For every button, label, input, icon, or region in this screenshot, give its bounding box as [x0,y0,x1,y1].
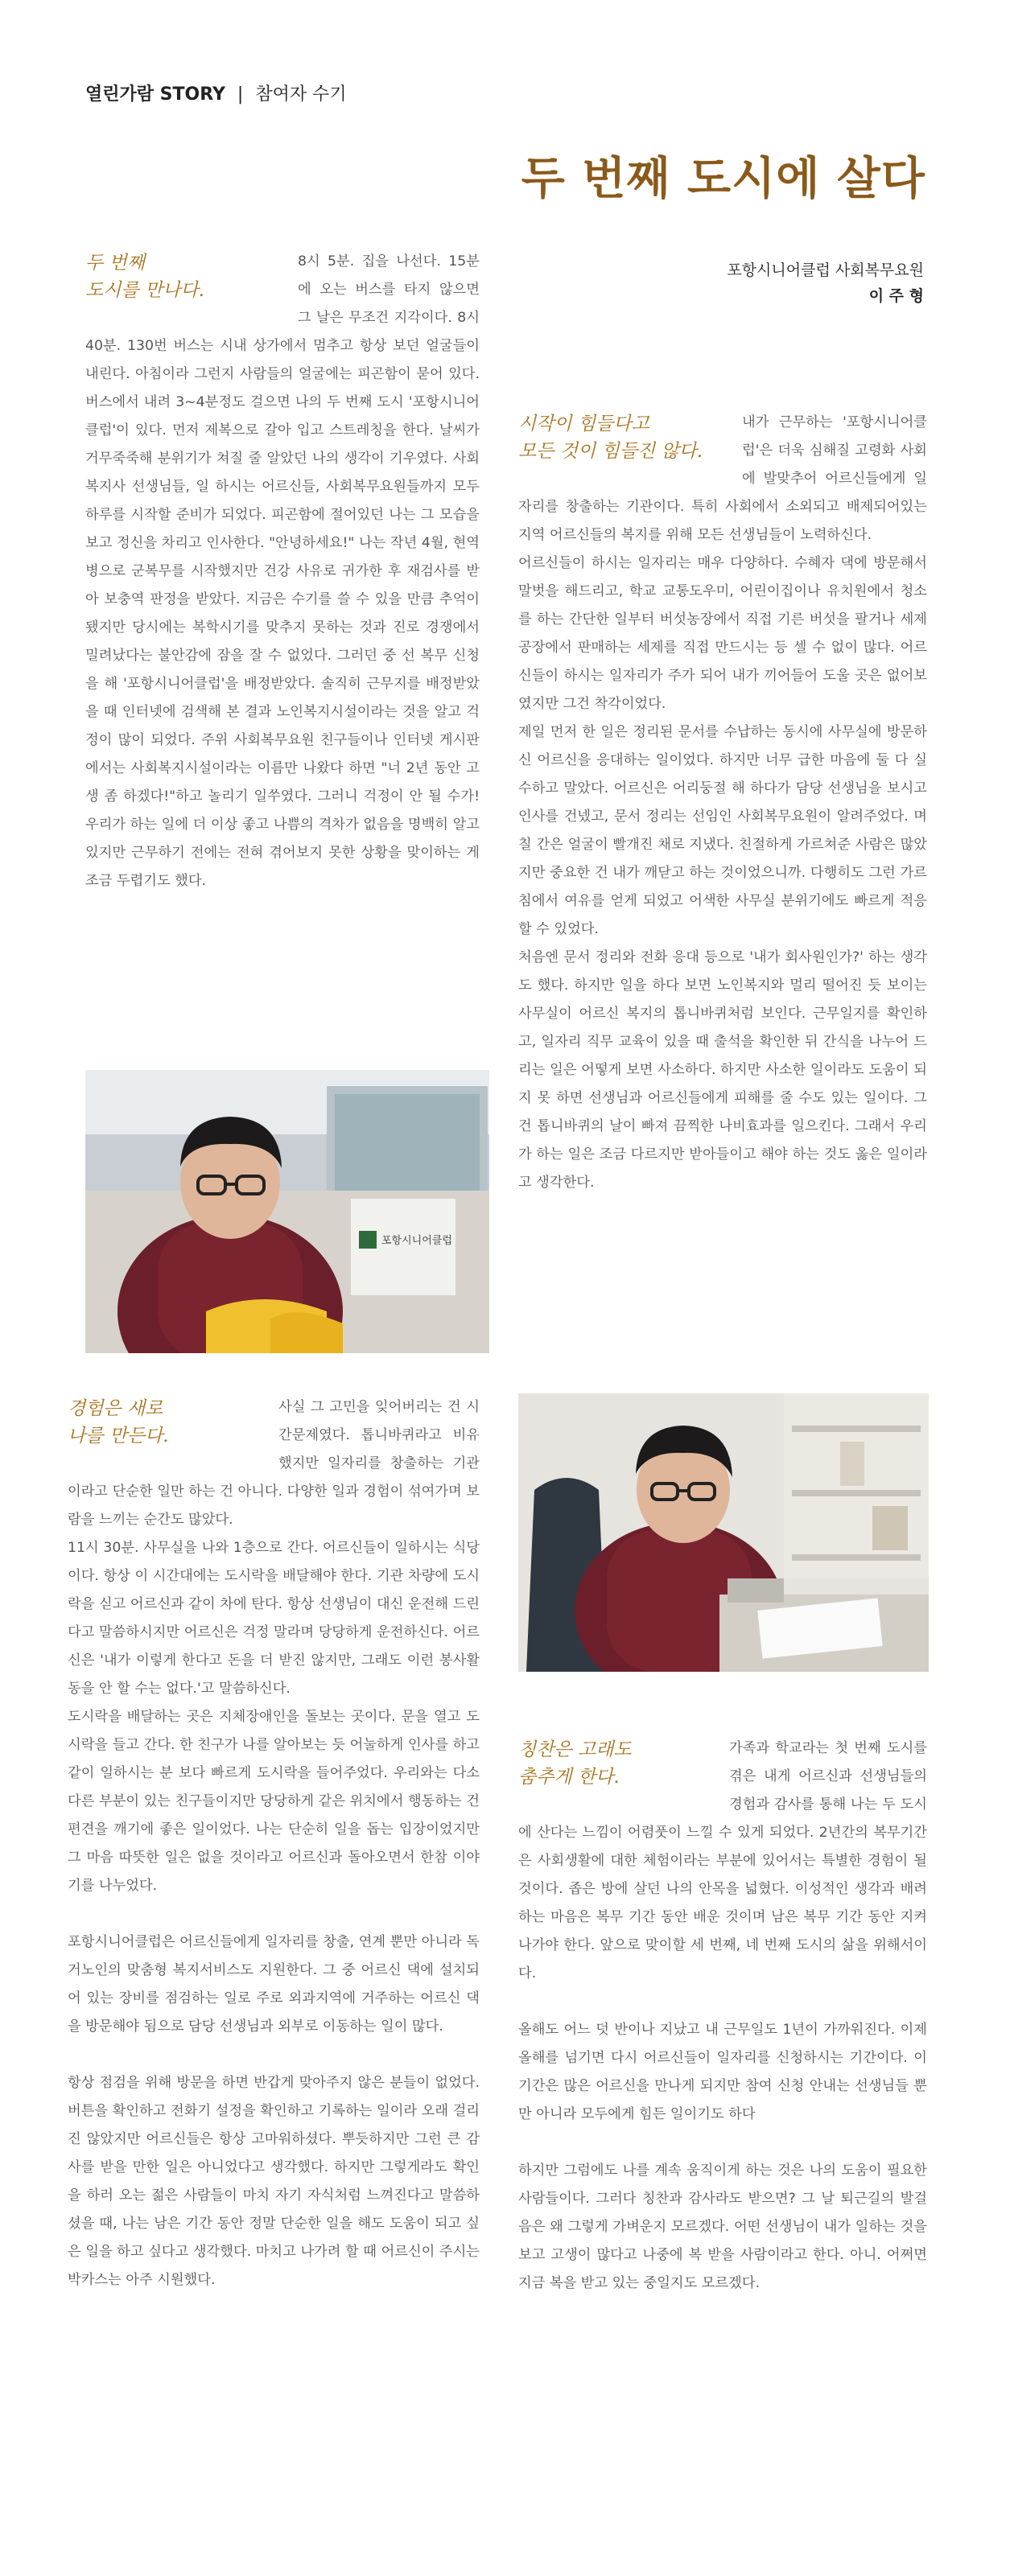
photo-author-desk [85,1070,489,1353]
section-2-subtitle-line2: 모든 것이 힘들진 않다. [518,441,703,462]
section-2-subtitle [518,410,723,465]
section-3-paragraph: 11시 30분. 사무실을 나와 1층으로 간다. 어르신들이 일하시는 식당이다. 항상 이 시간대에는 도시락을 배달해야 한다. 기관 차량에 도시락을 싣고 어르신과 같이 차에 탄다. 항상 선생님이 대신 운전해 드린다고 말씀하시지만 어르신은 걱정 말라며 당당하게 운전하신다. 어르신은 '내가 이렇게 한다고 돈을 더 받진 않지만, 그래도 이런 봉사활동을 안 할 수는 없다.'고 말씀하신다. [68,1540,480,1697]
section-1-subtitle-line1: 두 번째 [85,253,145,274]
paragraph-gap [518,2129,927,2157]
section-3-paragraph: 포항시니어클럽은 어르신들에게 일자리를 창출, 연계 뿐만 아니라 독거노인의 맞춤형 복지서비스도 지원한다. 그 중 어르신 댁에 설치되어 있는 장비를 점검하는 일로 주로 외과지역에 거주하는 어르신 댁을 방문해야 됨으로 담당 선생님과 외부로 이동하는 일이 많다. [68,1934,480,2035]
section-2 [518,409,927,1197]
section-3-paragraph: 도시락을 배달하는 곳은 지체장애인을 돌보는 곳이다. 문을 열고 도시락을 들고 간다. 한 친구가 나를 알아보는 듯 어눌하게 인사를 하고 같이 일하시는 분 보다 빠르게 도시락을 들어주었다. 우리와는 다소 다른 부분이 있는 친구들이지만 당당하게 같은 위치에서 행동하는 건 편견을 깨기에 좋은 일이었다. 나는 단순히 일을 돕는 입장이었지만 그 마음 따뜻한 일은 없을 것이라고 어르신과 돌아오면서 한참 이야기를 나누었다. [68,1709,480,1894]
section-3-subtitle [68,1395,259,1450]
section-1-subtitle [85,249,278,304]
author-block [727,257,924,309]
section-3 [68,1393,480,2294]
author-affiliation: 포항시니어클럽 사회복무요원 [727,261,924,279]
section-1-paragraph: 8시 5분. 집을 나선다. 15분에 오는 버스를 타지 않으면 그 날은 무조건 지각이다. 8시 40분. 130번 버스는 시내 상가에서 멈추고 항상 보던 얼굴들이 내린다. 아침이라 그런지 사람들의 얼굴에는 피곤함이 묻어 있다. 버스에서 내려 3~4분정도 걸으면 나의 두 번째 도시 '포항시니어클럽'이 있다. 먼저 제복으로 갈아 입고 스트레칭을 한다. 날씨가 거무죽죽해 분위기가 쳐질 줄 알았던 나의 생각이 기우였다. 사회복지사 선생님들, 일 하시는 어르신들, 사회복무요원들까지 모두 하루를 시작할 준비가 되었다. 피곤함에 절어있던 나는 그 모습을 보고 정신을 차리고 인사한다. "안녕하세요!" 나는 작년 4월, 현역병으로 군복무를 시작했지만 건강 사유로 귀가한 후 재검사를 받아 보충역 판정을 받았다. 지금은 수기를 쓸 수 있을 만큼 추억이 됐지만 당시에는 복학시기를 맞추지 못하는 것과 진로 경쟁에서 밀려났다는 불안감에 잠을 잘 수 없었다. 그러던 중 선 복무 신청을 해 '포항시니어클럽'을 배정받았다. 솔직히 근무지를 배정받았을 때 인터넷에 검색해 본 결과 노인복지시설이라는 것을 알고 걱정이 많이 되었다. 주위 사회복무요원 친구들이나 인터넷 게시판에서는 사회복지시설이라는 이름만 나왔다 하면 "너 2년 동안 고생 좀 하겠다!"하고 놀리기 일쑤였다. 그러니 걱정이 안 될 수가! 우리가 하는 일에 더 이상 좋고 나쁨의 격차가 없음을 명백히 알고 있지만 근무하기 전에는 전혀 겪어보지 못한 상황을 맞이하는 게 조금 두렵기도 했다. [85,253,480,889]
section-4-paragraph: 올해도 어느 덧 반이나 지났고 내 근무일도 1년이 가까워진다. 이제 올해를 넘기면 다시 어르신들이 일자리를 신청하시는 기간이다. 이 기간은 많은 어르신을 만나게 되지만 참여 신청 안내는 선생님들 뿐만 아니라 모두에게 힘든 일이기도 하다 [518,2022,927,2122]
section-1 [85,248,480,895]
paragraph-gap [518,1988,927,2016]
section-3-paragraph: 사실 그 고민을 잊어버리는 건 시간문제였다. 톱니바퀴라고 비유했지만 일자리를 창출하는 기관이라고 단순한 일만 하는 건 아니다. 다양한 일과 경험이 섞여가며 보람을 느끼는 순간도 많았다. [68,1399,480,1528]
photo-2-illustration [518,1393,929,1672]
section-2-subtitle-line1: 시작이 힘들다고 [518,414,649,434]
section-4-paragraph: 하지만 그럼에도 나를 계속 움직이게 하는 것은 나의 도움이 필요한 사람들이다. 그러다 칭찬과 감사라도 받으면? 그 날 퇴근길의 발걸음은 왜 그렇게 가벼운지 모르겠다. 어떤 선생님이 내가 일하는 것을 보고 고생이 많다고 나중에 복 받을 사람이라고 한다. 아니. 어쩌면 지금 복을 받고 있는 중일지도 모르겠다. [518,2162,927,2291]
section-3-subtitle-line2: 나를 만든다. [68,1426,169,1446]
section-2-paragraph: 내가 근무하는 '포항시니어클럽'은 더욱 심해질 고령화 사회에 발맞추어 어르신들에게 일자리를 창출하는 기관이다. 특히 사회에서 소외되고 배제되어있는 지역 어르신들의 복지를 위해 모든 선생님들이 노력하신다. [518,414,927,543]
section-2-paragraph: 처음엔 문서 정리와 전화 응대 등으로 '내가 회사원인가?' 하는 생각도 했다. 하지만 일을 하다 보면 노인복지와 멀리 떨어진 듯 보이는 사무실이 어르신 복지의 톱니바퀴처럼 보인다. 근무일지를 확인하고, 일자리 직무 교육이 있을 때 출석을 확인한 뒤 간식을 나누어 드리는 일은 어떻게 보면 사소하다. 하지만 사소한 일이라도 도움이 되지 못 하면 선생님과 어르신들에게 피해를 줄 수도 있는 일이다. 그건 톱니바퀴의 날이 빠져 끔찍한 나비효과를 일으킨다. 그래서 우리가 하는 일은 조금 다르지만 받아들이고 해야 하는 것도 옳은 일이라고 생각한다. [518,949,927,1191]
section-3-paragraph: 항상 점검을 위해 방문을 하면 반갑게 맞아주지 않은 분들이 없었다. 버튼을 확인하고 전화기 설정을 확인하고 기록하는 일이라 오래 걸리진 않았지만 어르신들은 항상 고마워하셨다. 뿌듯하지만 그런 큰 감사를 받을 만한 일은 아니었다고 생각했다. 하지만 그렇게라도 확인을 하러 오는 젊은 사람들이 마치 자기 자식처럼 느껴진다고 말씀하셨을 때, 나는 남은 기간 동안 정말 단순한 일을 해도 도움이 되고 싶은 일을 하고 싶다고 생각했다. 마치고 나가려 할 때 어르신이 주시는 박카스는 아주 시원했다. [68,2075,480,2288]
photo-1-illustration [85,1070,489,1353]
photo-1-sign-text: 포항시니어클럽 [381,1235,452,1247]
section-1-subtitle-line2: 도시를 만나다. [85,280,204,301]
section-4-subtitle-line2: 춤추게 한다. [518,1767,620,1788]
author-name: 이 주 형 [868,287,924,305]
article-title: 두 번째 도시에 살다 [521,153,925,205]
photo-author-writing [518,1393,929,1672]
section-3-subtitle-line1: 경험은 새로 [68,1398,163,1419]
section-2-paragraph: 어르신들이 하시는 일자리는 매우 다양하다. 수혜자 댁에 방문해서 말벗을 해드리고, 학교 교통도우미, 어린이집이나 유치원에서 청소를 하는 간단한 일부터 버섯농장에서 직접 기른 버섯을 팔거나 세제공장에서 판매하는 세제를 직접 만드시는 등 셀 수 없이 많다. 어르신들이 하시는 일자리가 주가 되어 내가 끼어들어 도울 곳은 없어보였지만 그건 착각이었다. [518,555,927,712]
section-4-paragraph: 가족과 학교라는 첫 번째 도시를 겪은 내게 어르신과 선생님들의 경험과 감사를 통해 나는 두 도시에 산다는 느낌이 어렴풋이 느낄 수 있게 되었다. 2년간의 복무기간은 사회생활에 대한 체험이라는 부분에 있어서는 특별한 경험이 될 것이다. 좁은 방에 살던 나의 안목을 넓혔다. 이성적인 생각과 배려하는 마음은 복무 기간 동안 배운 것이며 남은 복무 기간 동안 지켜나가야 한다. 앞으로 맞이할 세 번째, 네 번째 도시의 삶을 위해서이다. [518,1740,927,1981]
section-label: 참여자 수기 [255,84,347,105]
magazine-brand: 열린가람 STORY [85,84,225,105]
section-4-subtitle [518,1736,710,1791]
header-separator: | [237,84,244,105]
paragraph-gap [68,2041,480,2069]
section-4-subtitle-line1: 칭찬은 고래도 [518,1739,632,1760]
header [85,80,347,105]
section-4 [518,1734,927,2298]
paragraph-gap [68,1900,480,1928]
section-2-paragraph: 제일 먼저 한 일은 정리된 문서를 수납하는 동시에 사무실에 방문하신 어르신을 응대하는 일이었다. 하지만 너무 급한 마음에 둘 다 실수하고 말았다. 어르신은 어리둥절 해 하다가 담당 선생님을 보시고 인사를 건넸고, 문서 정리는 선임인 사회복무요원이 알려주었다. 며칠 간은 얼굴이 빨개진 채로 지냈다. 친절하게 가르쳐준 사람은 많았지만 중요한 건 내가 깨닫고 하는 것이었으니까. 다행히도 그런 가르침에서 여유를 얻게 되었고 어색한 사무실 분위기에도 빠르게 적응할 수 있었다. [518,724,927,937]
